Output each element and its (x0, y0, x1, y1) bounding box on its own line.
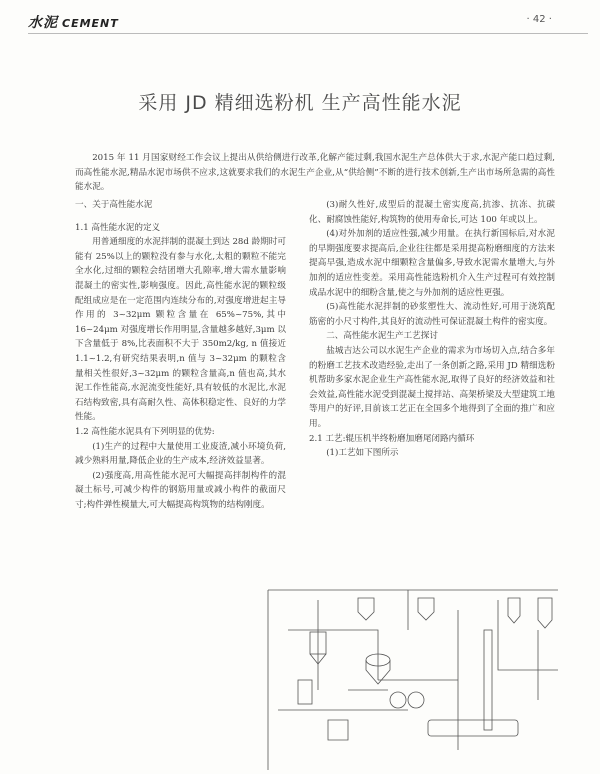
journal-name-en: CEMENT (62, 17, 119, 30)
section-heading-1: 一、关于高性能水泥 (75, 200, 153, 210)
page-number: · 42 · (526, 14, 552, 25)
paragraph-process-figure-ref: (1)工艺如下图所示 (326, 448, 399, 459)
diagram-hopper-1 (358, 598, 374, 620)
subheading-1-2: 1.2 高性能水泥具有下列明显的优势: (75, 426, 215, 437)
paragraph-advantage-4: (4)对外加剂的适应性强,减少用量。在执行新国标后,对水泥的早期强度要求提高后,企业往往都是采用提高粉磨细度的方法来提高早强,造成水泥中细颗粒含量偏多,导致水泥需水量增大,与外加剂的适应性变差。采用高性能选粉机介入生产过程可有效控制成品水泥中的细粉含量,使之与外加剂的适应性更强。 (309, 229, 555, 298)
journal-logo (28, 12, 119, 32)
header-rule (28, 33, 588, 34)
diagram-roller-1 (390, 692, 406, 708)
diagram-cyclone-2 (508, 598, 520, 623)
journal-name-cn: 水泥 (28, 15, 58, 31)
diagram-roller-2 (408, 692, 424, 708)
paragraph-advantage-3: (3)耐久性好,成型后的混凝土密实度高,抗渗、抗冻、抗碳化、耐腐蚀性能好,构筑物的使用寿命长,可达 100 年或以上。 (309, 200, 555, 225)
process-flow-diagram (258, 570, 578, 770)
right-column (309, 198, 555, 461)
page-header (0, 0, 600, 50)
diagram-cyclone-1 (538, 598, 552, 628)
diagram-pipe-a (288, 630, 378, 680)
diagram-bucket-elevator (484, 630, 492, 730)
paragraph-advantage-2: (2)强度高,用高性能水泥可大幅提高拌制构件的混凝土标号,可减少构件的钢筋用量或减小构件的截面尺寸;构件弹性模量大,可大幅提高构筑物的结构刚度。 (75, 470, 286, 510)
left-column (75, 198, 286, 512)
subheading-1-1: 1.1 高性能水泥的定义 (75, 222, 161, 233)
section-heading-2: 二、高性能水泥生产工艺探讨 (326, 331, 438, 342)
diagram-ball-mill (428, 720, 518, 736)
intro-paragraph: 2015 年 11 月国家财经工作会议上提出从供给侧进行改革,化解产能过剩,我国水泥生产总体供大于求,水泥产能口趋过剩,而高性能水泥,精品水泥市场供不应求,这就要求我们的水泥生产企业,从“供给侧”不断的进行技术创新,生产出市场所急需的高性能水泥。 (75, 153, 555, 193)
diagram-pipe-e (498, 600, 558, 670)
subheading-2-1: 2.1 工艺:辊压机半终粉磨加磨尾闭路内循环 (309, 433, 475, 444)
paragraph-advantage-5: (5)高性能水泥拌制的砂浆塑性大、流动性好,可用于浇筑配筋密的小尺寸构件,其良好的流动性可保证混凝土构件的密实度。 (309, 302, 555, 327)
paragraph-1-1: 用普通细度的水泥拌制的混凝土到达 28d 龄期时可能有 25%以上的颗粒没有参与水化,太粗的颗粒不能完全水化,过细的颗粒会结团增大孔隙率,增大需水量影响混凝土的密实性,影响强度。因此,高性能水泥的颗粒级配组成应是在一定范围内连续分布的,对强度增进起主导作用的 3~32μm 颗粒含量在 65%~75%,其中 16~24μm 对强度增长作用明显,含量越多越好,3μm 以下含量低于 8%,比表面积不大于 350m2/kg, n 值接近 1.1~1.2,有研究结果表明,n 值与 3~32μm 的颗粒含量相关性很好,3~32μm 的颗粒含量高,n 值也高,其水泥工作性能高,水泥流变性能好,具有较低的水泥比,水泥石结构致密,具有高耐久性、高体积稳定性、良好的力学性能。 (75, 237, 286, 423)
diagram-hopper-2 (418, 598, 434, 620)
diagram-fan (328, 720, 348, 740)
paragraph-advantage-1: (1)生产的过程中大量使用工业废渣,减小环境负荷,减少熟料用量,降低企业的生产成本,经济效益显著。 (75, 441, 286, 467)
article-title: 采用 JD 精细选粉机 生产高性能水泥 (138, 92, 462, 114)
paragraph-process-intro: 盐城吉达公司以水泥生产企业的需求为市场切入点,结合多年的粉磨工艺技术改造经验,走出了一条创新之路,采用 JD 精细选粉机帮助多家水泥企业生产高性能水泥,取得了良好的经济效益和社会效益,高性能水泥受到混凝土搅拌站、高架桥梁及大型建筑工地等用户的好评,目前该工艺正在全国多个地得到了全面的推广和应用。 (309, 345, 555, 429)
diagram-dust-collector (298, 680, 312, 704)
